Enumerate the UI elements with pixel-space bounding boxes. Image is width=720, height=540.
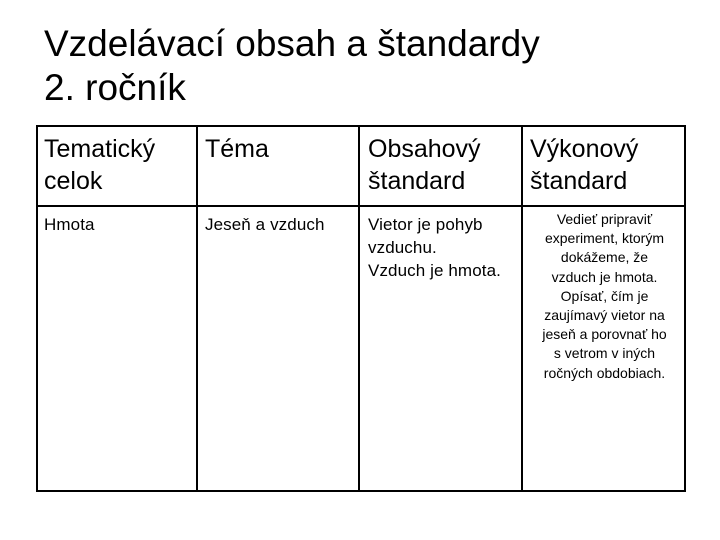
slide-title-line-2: 2. ročník xyxy=(44,67,186,108)
table-column-divider-1 xyxy=(196,127,198,490)
vykonovy-line-6: zaujímavý vietor na xyxy=(544,307,665,324)
vykonovy-line-7: jeseň a porovnať ho xyxy=(542,326,667,343)
header-tematicky-celok-line-2: celok xyxy=(44,167,103,195)
vykonovy-line-5: Opísať, čím je xyxy=(560,287,649,304)
obsahovy-line-1: Vietor je pohyb xyxy=(368,215,483,234)
header-tema xyxy=(205,133,355,165)
table-header-divider xyxy=(38,205,684,207)
slide-title-line-1: Vzdelávací obsah a štandardy xyxy=(44,23,540,64)
header-vykonovy-standard xyxy=(530,133,680,197)
vykonovy-line-1: Vedieť pripraviť xyxy=(556,211,653,227)
obsahovy-line-2: vzduchu. xyxy=(368,238,437,257)
cell-tematicky-celok xyxy=(44,213,194,236)
header-tematicky-celok-line-1: Tematický xyxy=(44,135,156,163)
cell-obsahovy-standard xyxy=(368,213,520,282)
cell-tema-text: Jeseň a vzduch xyxy=(205,215,325,234)
header-tema-line-1: Téma xyxy=(205,135,269,163)
header-vykonovy-standard-line-1: Výkonový xyxy=(530,135,639,163)
obsahovy-line-3: Vzduch je hmota. xyxy=(368,261,501,280)
vykonovy-line-4: vzduch je hmota. xyxy=(551,268,658,285)
slide-title xyxy=(44,22,684,110)
header-obsahovy-standard xyxy=(368,133,518,197)
cell-tematicky-celok-text: Hmota xyxy=(44,215,95,234)
vykonovy-line-8: s vetrom v iných xyxy=(553,345,656,362)
cell-tema xyxy=(205,213,357,236)
vykonovy-line-9: ročných obdobiach. xyxy=(543,364,666,381)
vykonovy-line-2: experiment, ktorým xyxy=(544,230,665,247)
header-obsahovy-standard-line-2: štandard xyxy=(368,167,466,195)
header-tematicky-celok xyxy=(44,133,194,197)
table-column-divider-2 xyxy=(358,127,360,490)
standards-table xyxy=(36,125,686,492)
cell-vykonovy-standard xyxy=(523,210,686,383)
header-obsahovy-standard-line-1: Obsahový xyxy=(368,135,481,163)
header-vykonovy-standard-line-2: štandard xyxy=(530,167,628,195)
vykonovy-line-3: dokážeme, že xyxy=(560,249,649,266)
